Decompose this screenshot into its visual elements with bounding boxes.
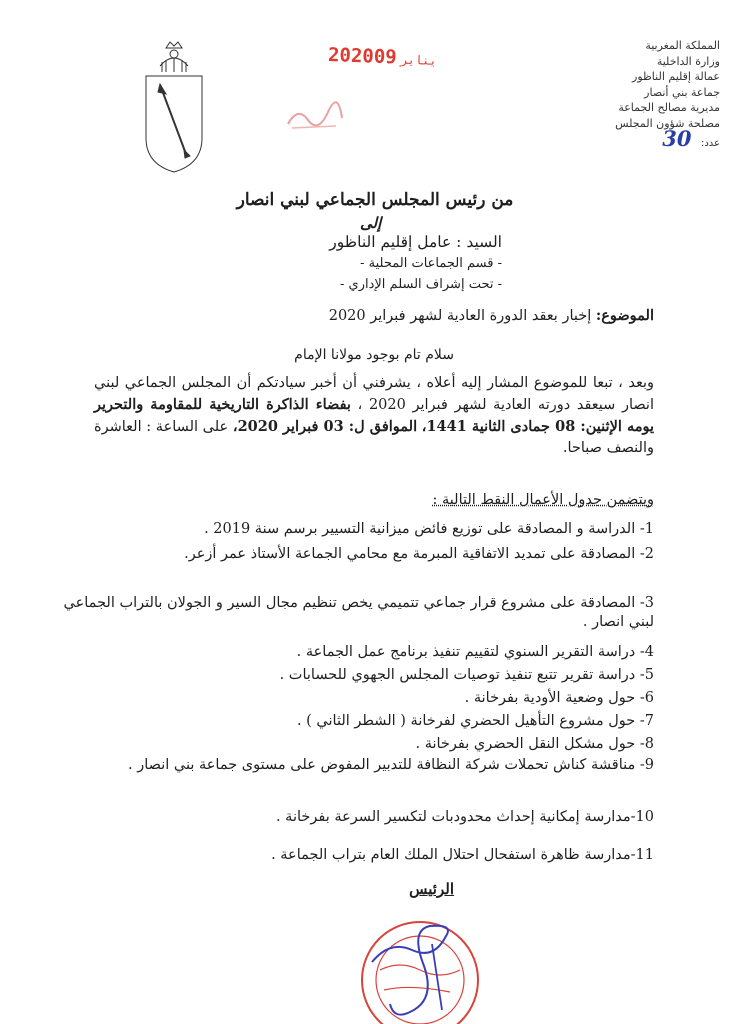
letter-body bbox=[94, 373, 654, 459]
body-line-3: بفضاء الذاكرة التاريخية للمقاومة والتحرير يومه الإثنين: 08 جمادى الثانية 1441، bbox=[94, 396, 655, 435]
agenda-item-1: 1- الدراسة و المصادقة على توزيع فائض ميزانية التسيير برسم سنة 2019 . bbox=[204, 521, 654, 537]
administrative-header bbox=[550, 38, 720, 152]
agenda-item-5: 5- دراسة تقرير تتبع تنفيذ توصيات المجلس الجهوي للحسابات . bbox=[279, 667, 654, 683]
reference-number: 30 bbox=[662, 126, 692, 151]
body-line-1: وبعد ، تبعا للموضوع المشار إليه أعلاه ، يشرفني أن أخبر سيادتكم أن bbox=[236, 375, 655, 391]
agenda-item-9: 9- مناقشة كناش تحملات شركة النظافة للتدبير المفوض على مستوى جماعة بني انصار . bbox=[127, 757, 654, 773]
date-stamp-month: يناير bbox=[400, 52, 437, 68]
agenda-item-6: 6- حول وضعية الأودية بفرخانة . bbox=[464, 690, 654, 706]
official-seal-with-signature bbox=[350, 900, 490, 1024]
subject-block bbox=[214, 306, 654, 326]
agenda-item-10: 10-مدارسة إمكانية إحداث محدودبات لتكسير السرعة بفرخانة . bbox=[275, 809, 654, 825]
body-line-2: المجلس الجماعي لبني انصار سيعقد دورته العادية لشهر فبراير 2020 ، bbox=[94, 375, 655, 413]
recipient-line-1: - قسم الجماعات المحلية - bbox=[360, 256, 502, 271]
coat-of-arms-emblem bbox=[140, 38, 208, 173]
reference-label: عدد: bbox=[700, 138, 720, 149]
agenda-item-3: 3- المصادقة على مشروع قرار جماعي تتميمي يخص تنظيم مجال السير و الجولان بالتراب الجماعي لبني انصار . bbox=[63, 595, 654, 630]
agenda-item-8: 8- حول مشكل النقل الحضري بفرخانة . bbox=[415, 736, 654, 752]
signature-title: الرئيس bbox=[409, 880, 454, 898]
reference-row bbox=[550, 126, 720, 152]
body-line-4: الموافق ل: 03 فبراير 2020، bbox=[232, 418, 418, 435]
subject-label: الموضوع: bbox=[595, 307, 654, 324]
recipient-title: السيد : عامل إقليم الناظور bbox=[329, 233, 502, 251]
sender-line: من رئيس المجلس الجماعي لبني انصار bbox=[236, 190, 514, 210]
body-line-5: على الساعة : العاشرة والنصف صباحا. bbox=[94, 419, 654, 456]
salutation: سلام تام بوجود مولانا الإمام bbox=[294, 347, 454, 363]
faint-stamp-mark bbox=[284, 98, 344, 132]
recipient-block bbox=[329, 232, 502, 295]
agenda-item-11: 11-مدارسة ظاهرة استفحال احتلال الملك العام بتراب الجماعة . bbox=[271, 847, 654, 863]
header-line-kingdom: المملكة المغربية bbox=[645, 39, 720, 52]
date-stamp-year: 2020 bbox=[327, 44, 375, 68]
agenda-item-2: 2- المصادقة على تمديد الاتفاقية المبرمة مع محامي الجماعة الأستاذ عمر أزعر. bbox=[184, 546, 654, 562]
header-line-province: عمالة إقليم الناظور bbox=[632, 70, 720, 83]
subject-text: إخبار بعقد الدورة العادية لشهر فبراير 2020 bbox=[328, 308, 592, 324]
to-word: إلى bbox=[360, 214, 382, 232]
date-stamp bbox=[328, 44, 441, 70]
header-line-ministry: وزارة الداخلية bbox=[656, 54, 720, 68]
header-line-service: مصلحة شؤون المجلس bbox=[615, 116, 720, 130]
agenda-item-7: 7- حول مشروع التأهيل الحضري لفرخانة ( الشطر الثاني ) . bbox=[296, 713, 654, 729]
header-line-directorate: مديرية مصالح الجماعة bbox=[618, 101, 720, 114]
recipient-line-2: - تحت إشراف السلم الإداري - bbox=[340, 277, 502, 292]
date-stamp-day: 09 bbox=[373, 45, 398, 69]
agenda-item-4: 4- دراسة التقرير السنوي لتقييم تنفيذ برنامج عمل الجماعة . bbox=[296, 644, 654, 660]
header-line-commune: جماعة بني أنصار bbox=[644, 85, 720, 99]
agenda-intro: ويتضمن جدول الأعمال النقط التالية : bbox=[432, 492, 654, 508]
